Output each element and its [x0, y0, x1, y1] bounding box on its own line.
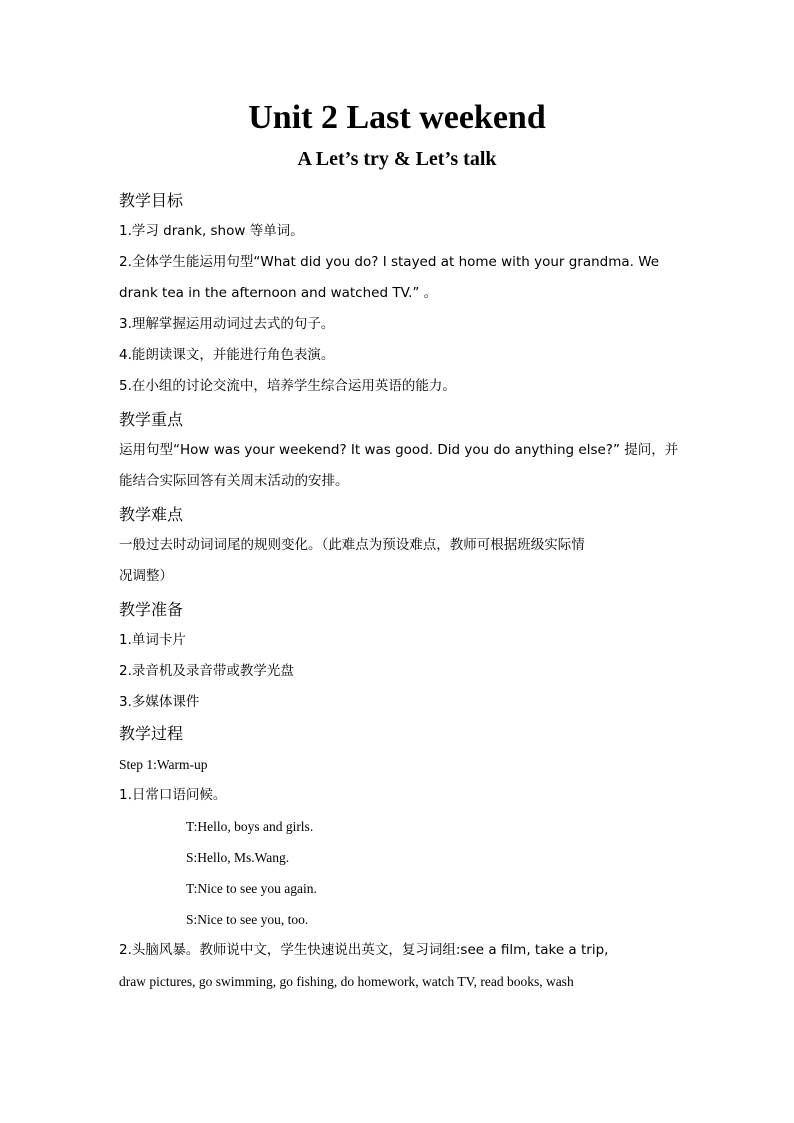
document-body: [119, 185, 679, 997]
objective-item: 3.理解掌握运用动词过去式的句子。: [119, 316, 335, 332]
page-title: Unit 2 Last weekend: [248, 99, 546, 136]
dialog-line: T:Hello, boys and girls.: [186, 819, 314, 834]
page-subtitle: A Let’s try & Let’s talk: [297, 148, 497, 170]
key-point-line: 运用句型“How was your weekend? It was good. Did you do anything else?” 提问，并: [119, 442, 679, 458]
section-heading-objectives: 教学目标: [119, 191, 184, 210]
dialog-line: S:Hello, Ms.Wang.: [186, 850, 290, 865]
key-point-line: 能结合实际回答有关周末活动的安排。: [119, 473, 349, 489]
objective-item: 4.能朗读课文，并能进行角色表演。: [119, 347, 335, 363]
objective-item: 1.学习 drank, show 等单词。: [119, 223, 304, 239]
section-heading-difficulties: 教学难点: [119, 505, 184, 524]
dialog-line: T:Nice to see you again.: [186, 881, 317, 896]
section-heading-preparation: 教学准备: [119, 600, 184, 619]
preparation-item: 2.录音机及录音带或教学光盘: [119, 663, 294, 679]
section-heading-process: 教学过程: [119, 724, 184, 743]
objective-item: 2.全体学生能运用句型“What did you do? I stayed at home with your grandma. We: [119, 254, 660, 270]
process-item: 2.头脑风暴。教师说中文，学生快速说出英文，复习词组:see a film, take a trip,: [119, 942, 609, 958]
dialog-line: S:Nice to see you, too.: [186, 912, 309, 927]
process-step: Step 1:Warm-up: [119, 757, 208, 772]
difficulty-line: 一般过去时动词词尾的规则变化。（此难点为预设难点，教师可根据班级实际情: [119, 537, 585, 553]
preparation-item: 1.单词卡片: [119, 632, 186, 648]
section-heading-key-points: 教学重点: [119, 410, 184, 429]
objective-item: 5.在小组的讨论交流中，培养学生综合运用英语的能力。: [119, 378, 456, 394]
process-item-continued: draw pictures, go swimming, go fishing, do homework, watch TV, read books, wash: [119, 974, 574, 989]
preparation-item: 3.多媒体课件: [119, 694, 200, 710]
difficulty-line: 况调整）: [119, 568, 173, 584]
objective-item-continued: drank tea in the afternoon and watched TV.” 。: [119, 285, 438, 301]
process-item: 1.日常口语问候。: [119, 787, 227, 803]
